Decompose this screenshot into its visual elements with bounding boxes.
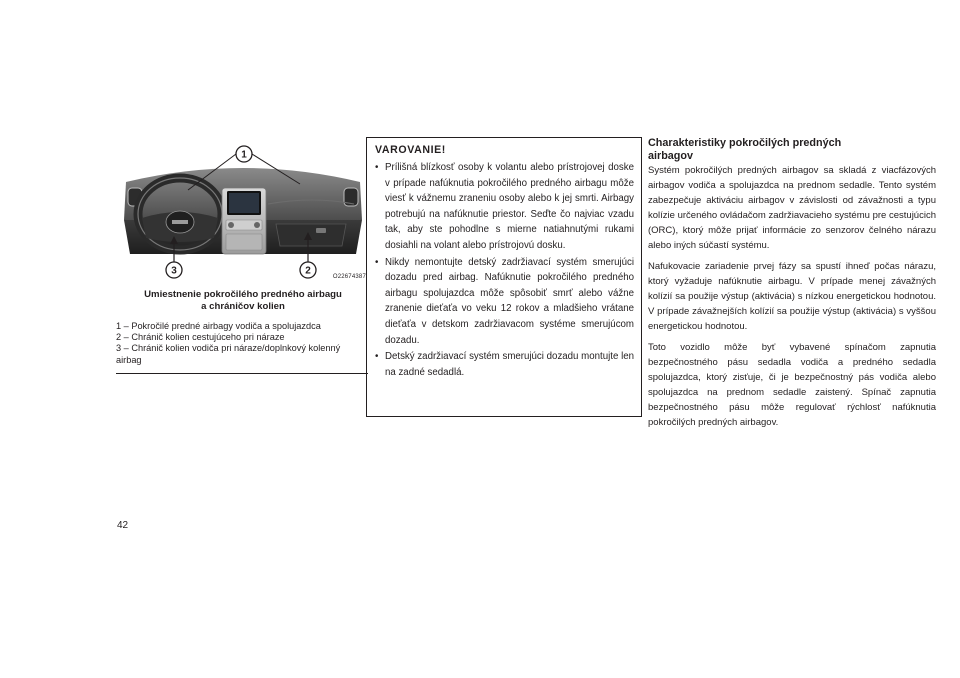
paragraph: Toto vozidlo môže byť vybavené spínačom zapnutia bezpečnostného pásu sedadla vodiča a predného sedadla spolujazdca, ktorý zisťuje, či je bezpečnostný pás vodiča alebo spolujazdca na prednom sedadle zaistený. Spínač zapnutia bezpečnostného pásu môže regulovať rýchlosť nafúknutia pokročilých predných airbagov.	[648, 342, 936, 429]
warning-item: • Detský zadržiavací systém smerujúci dozadu montujte len na zadné sedadlá.	[375, 349, 634, 380]
callout-2-label: 2	[305, 265, 311, 277]
callout-3-label: 3	[171, 265, 177, 277]
figure-caption	[118, 289, 368, 312]
warning-item: • Nikdy nemontujte detský zadržiavací systém smerujúci dozadu pred airbag. Nafúknutie pokročilého predného airbagu spolujazdca môže spôsobiť smrť alebo vážne zranenie dieťaťa vo veku 12 rokov a mladšieho vrátane dieťaťa v detskom zadržiavacom systéme smerujúcom dozadu.	[375, 255, 634, 349]
warning-title: VAROVANIE!	[375, 144, 446, 156]
callout-1-label: 1	[241, 149, 247, 161]
warning-list	[375, 160, 634, 380]
dashboard-drawing	[118, 142, 368, 287]
warning-item: • Prílišná blízkosť osoby k volantu alebo prístrojovej doske v prípade nafúknutia pokročilého predného airbagu môže viesť k vážnemu zraneniu osoby alebo k jej smrti. Airbagy potrebujú na nafúknutie priestor. Seďte čo najviac vzadu tak, aby ste pohodlne s mierne natiahnutými rukami dosiahli na volant alebo prístrojovú dosku.	[375, 160, 634, 254]
callout-1	[236, 146, 252, 162]
glovebox	[276, 224, 346, 246]
legend-item: 1 – Pokročilé predné airbagy vodiča a spolujazdca	[116, 321, 321, 331]
section-advanced-airbag-features	[648, 137, 936, 436]
legend-divider	[116, 373, 368, 374]
section-heading	[648, 137, 936, 162]
warning-box	[366, 137, 642, 417]
legend-item: 2 – Chránič kolien cestujúceho pri náraze	[116, 332, 285, 343]
paragraph: Systém pokročilých predných airbagov sa skladá z viacfázových airbagov vodiča a spolujazdca na prednom sedadle. Tento systém zabezpečuje aktiváciu airbagov v závislosti od závažnosti a typu kolízie určeného ovládačom zadržiavacieho systému pre cestujúcich (ORC), ktorý môže prijať informácie zo senzorov čelného nárazu alebo iných súčastí systému.	[648, 165, 936, 252]
page-number: 42	[117, 520, 129, 531]
dashboard-illustration	[118, 142, 368, 287]
figure-legend	[116, 321, 368, 366]
legend-item: 3 – Chránič kolien vodiča pri náraze/doplnkový kolenný airbag	[116, 343, 341, 365]
figure-caption-line-2: a chráničov kolien	[201, 300, 285, 312]
figure-caption-line-1: Umiestnenie pokročilého predného airbagu	[144, 289, 342, 300]
callout-3	[166, 262, 182, 278]
callout-2	[300, 262, 316, 278]
paragraph: Nafukovacie zariadenie prvej fázy sa spustí ihneď počas nárazu, ktorý vyžaduje nafúknutie airbagu. V prípade menej závažných kolízií sa použije výstup (aktivácia) s nízkou energetickou hodnotou. V prípade závažnejších kolízií sa použije výstup (aktivácia) s vyššou energetickou hodnotou.	[648, 261, 936, 333]
image-code: O22674387	[332, 274, 366, 280]
section-heading-line-2: airbagov	[648, 149, 694, 162]
section-heading-line-1: Charakteristiky pokročilých predných	[648, 137, 842, 149]
